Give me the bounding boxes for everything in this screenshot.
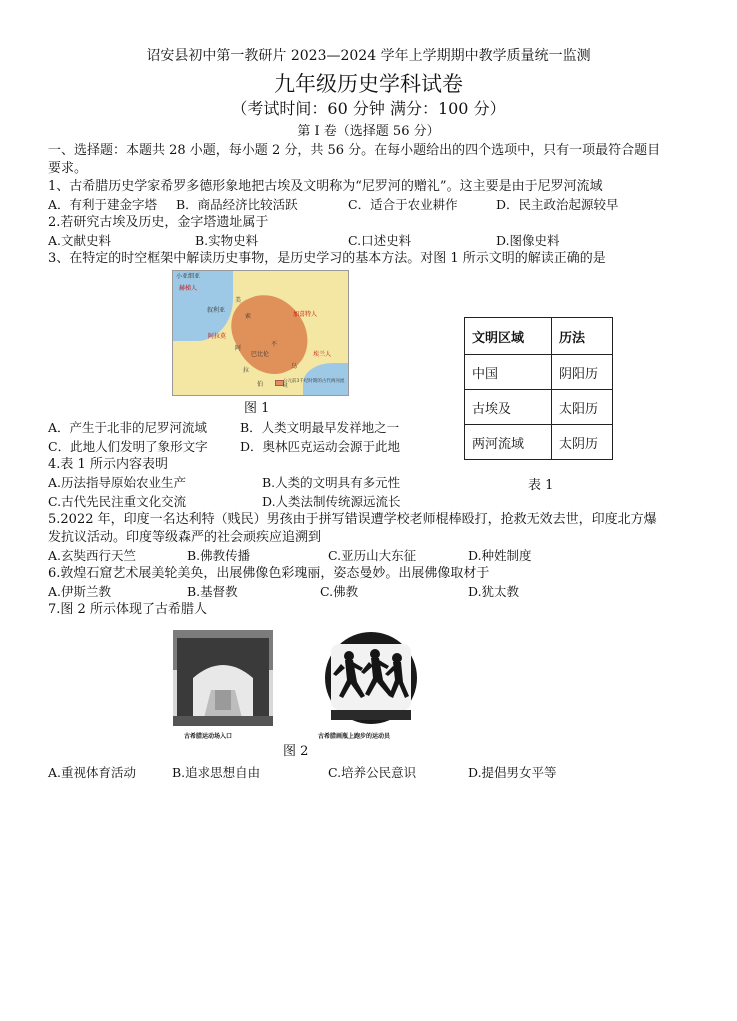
question-4-option-b: B.人类的文明具有多元性 — [262, 475, 401, 490]
question-3-option-a: A．产生于北非的尼罗河流域 — [48, 420, 208, 435]
question-1-option-c: C．适合于农业耕作 — [348, 197, 458, 212]
exam-header: 诏安县初中第一教研片 2023—2024 学年上学期期中教学质量统一监测 — [146, 48, 591, 64]
table-header-cell: 历法 — [552, 318, 613, 355]
map-label: 加喜特人 — [293, 311, 318, 318]
instructions-line-2: 要求。 — [48, 161, 88, 176]
table-cell: 太阴历 — [552, 425, 613, 460]
question-4-option-c: C.古代先民注重文化交流 — [48, 494, 187, 509]
map-label: 美 — [235, 297, 242, 304]
instructions-line-1: 一、选择题：本题共 28 小题，每小题 2 分，共 56 分。在每小题给出的四个选项中，只有一项最符合题目 — [48, 143, 661, 158]
map-label: 阿拉莫 — [208, 333, 227, 340]
question-5-option-a: A.玄奘西行天竺 — [48, 548, 137, 563]
figure-2-caption: 图 2 — [283, 744, 309, 759]
question-3-option-d: D．奥林匹克运动会源于此地 — [240, 439, 401, 454]
vase-runners-caption: 古希腊画瓶上跑步的运动员 — [318, 733, 391, 740]
question-2-option-b: B.实物史料 — [195, 233, 259, 248]
map-label: 叙利亚 — [207, 307, 226, 314]
question-1-stem: 1、古希腊历史学家希罗多德形象地把古埃及文明称为“尼罗河的赠礼”。这主要是由于尼罗河流域 — [48, 179, 603, 194]
table-cell: 阴阳历 — [552, 355, 613, 390]
table-cell: 中国 — [465, 355, 552, 390]
question-7-stem: 7.图 2 所示体现了古希腊人 — [48, 602, 207, 617]
figure-1-caption: 图 1 — [244, 401, 270, 416]
table-cell: 两河流域 — [465, 425, 552, 460]
exam-title: 九年级历史学科试卷 — [274, 72, 463, 96]
figure-1-map — [172, 270, 349, 396]
question-4-option-a: A.历法指导原始农业生产 — [48, 475, 187, 490]
question-7-option-b: B.追求思想自由 — [172, 765, 261, 780]
map-label: 阿 — [235, 345, 242, 352]
mediterranean-sea — [173, 271, 233, 341]
greek-vase-runners-photo — [323, 630, 419, 726]
question-6-option-b: B.基督教 — [187, 584, 238, 599]
table-cell: 古埃及 — [465, 390, 552, 425]
question-6-option-d: D.犹太教 — [468, 584, 520, 599]
question-2-stem: 2.若研究古埃及历史，金字塔遗址属于 — [48, 215, 269, 230]
map-label: 不 — [271, 341, 278, 348]
map-label: 拉 — [243, 367, 250, 374]
map-legend: 公元前3千纪时期的古代两河流域 — [283, 379, 345, 389]
question-5-stem-line-1: 5.2022 年，印度一名达利特（贱民）男孩由于拼写错误遭学校老师棍棒殴打，抢救无效去世，印度北方爆 — [48, 512, 657, 527]
question-4-option-d: D.人类法制传统源远流长 — [262, 494, 401, 509]
table-row — [465, 355, 613, 390]
question-7-option-c: C.培养公民意识 — [328, 765, 417, 780]
question-5-option-c: C.亚历山大东征 — [328, 548, 417, 563]
table-header-row — [465, 318, 613, 355]
stadium-entrance-photo — [173, 630, 273, 726]
question-6-option-c: C.佛教 — [320, 584, 359, 599]
question-7-option-a: A.重视体育活动 — [48, 765, 137, 780]
question-3-option-b: B．人类文明最早发祥地之一 — [240, 420, 400, 435]
question-3-stem: 3、在特定的时空框架中解读历史事物，是历史学习的基本方法。对图 1 所示文明的解读正确的是 — [48, 251, 606, 266]
question-1-option-b: B．商品经济比较活跃 — [176, 197, 298, 212]
question-2-option-d: D.图像史料 — [496, 233, 560, 248]
table-header-cell: 文明区域 — [465, 318, 552, 355]
table-cell: 太阳历 — [552, 390, 613, 425]
map-label: 伯 — [257, 381, 264, 388]
stadium-entrance-caption: 古希腊运动场入口 — [184, 733, 233, 740]
exam-info: （考试时间：60 分钟 满分：100 分） — [231, 99, 506, 118]
table-1 — [464, 317, 613, 460]
section-title: 第 I 卷（选择题 56 分） — [297, 124, 440, 139]
question-2-option-a: A.文献史料 — [48, 233, 112, 248]
table-row — [465, 425, 613, 460]
question-6-stem: 6.敦煌石窟艺术展美轮美奂，出展佛像色彩瑰丽，姿态曼妙。出展佛像取材于 — [48, 566, 490, 581]
question-1-option-a: A．有利于建金字塔 — [48, 197, 158, 212]
question-4-stem: 4.表 1 所示内容表明 — [48, 457, 168, 472]
map-label: 埃兰人 — [313, 351, 332, 358]
map-label: 巴比伦 — [251, 351, 270, 358]
question-5-stem-line-2: 发抗议活动。印度等级森严的社会顽疾应追溯到 — [48, 530, 322, 545]
map-label: 赫梯人 — [179, 285, 198, 292]
question-3-option-c: C．此地人们发明了象形文字 — [48, 439, 208, 454]
question-1-option-d: D．民主政治起源较早 — [496, 197, 619, 212]
question-6-option-a: A.伊斯兰教 — [48, 584, 112, 599]
map-label: 小亚细亚 — [176, 273, 201, 280]
question-2-option-c: C.口述史料 — [348, 233, 412, 248]
map-label: 乌 — [291, 363, 298, 370]
question-7-option-d: D.提倡男女平等 — [468, 765, 557, 780]
question-5-option-b: B.佛教传播 — [187, 548, 251, 563]
question-5-option-d: D.种姓制度 — [468, 548, 532, 563]
table-1-caption: 表 1 — [528, 478, 554, 493]
table-row — [465, 390, 613, 425]
map-label: 索 — [245, 313, 252, 320]
